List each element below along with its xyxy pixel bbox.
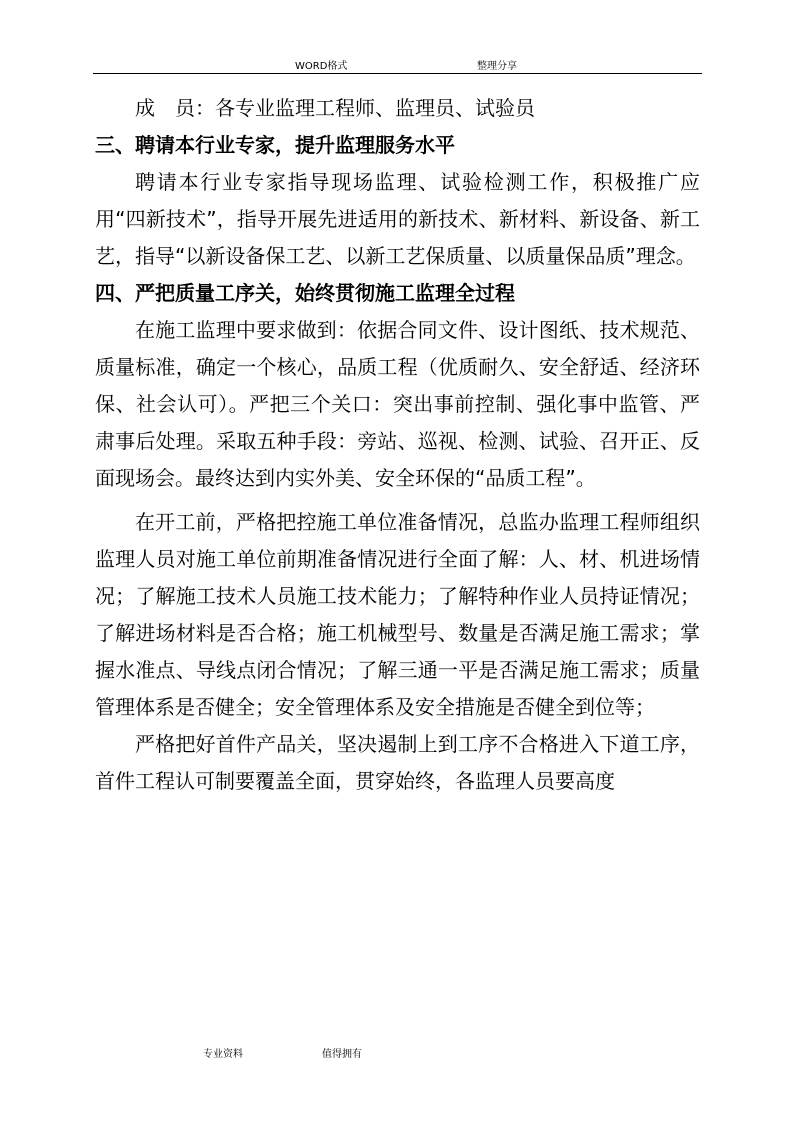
section-4-heading: 四、严把质量工序关，始终贯彻施工监理全过程: [95, 281, 515, 305]
paragraph-spacer: [95, 497, 700, 504]
footer-label-left: 专业资料: [203, 1049, 243, 1060]
section-3-heading: 三、聘请本行业专家，提升监理服务水平: [95, 133, 455, 157]
section-4-paragraph-3: 严格把好首件产品关，坚决遏制上到工序不合格进入下道工序，首件工程认可制要覆盖全面，贯穿始终，各监理人员要高度: [95, 732, 700, 793]
section-3-paragraph: 聘请本行业专家指导现场监理、试验检测工作，积极推广应用“四新技术”，指导开展先进适用的新技术、新材料、新设备、新工艺，指导“以新设备保工艺、以新工艺保质量、以质量保品质”理念。: [95, 170, 700, 268]
footer-label-right: 值得拥有: [322, 1049, 362, 1060]
section-4-paragraph-1: 在施工监理中要求做到：依据合同文件、设计图纸、技术规范、质量标准，确定一个核心，品质工程（优质耐久、安全舒适、经济环保、社会认可）。严把三个关口：突出事前控制、强化事中监管、严肃事后处理。采取五种手段：旁站、巡视、检测、试验、召开正、反面现场会。最终达到内实外美、安全环保的“品质工程”。: [95, 318, 700, 490]
members-line: 成 员：各专业监理工程师、监理员、试验员: [135, 96, 535, 120]
section-4-paragraph-2: 在开工前，严格把控施工单位准备情况，总监办监理工程师组织监理人员对施工单位前期准备情况进行全面了解：人、材、机进场情况；了解施工技术人员施工技术能力；了解特种作业人员持证情况；了解进场材料是否合格；施工机械型号、数量是否满足施工需求；掌握水准点、导线点闭合情况；了解三通一平是否满足施工需求；质量管理体系是否健全；安全管理体系及安全措施是否健全到位等；: [95, 510, 700, 719]
document-body: [95, 90, 700, 800]
header-label-left: WORD格式: [295, 61, 348, 72]
header-divider: [93, 73, 702, 74]
header-label-right: 整理分享: [477, 61, 517, 72]
